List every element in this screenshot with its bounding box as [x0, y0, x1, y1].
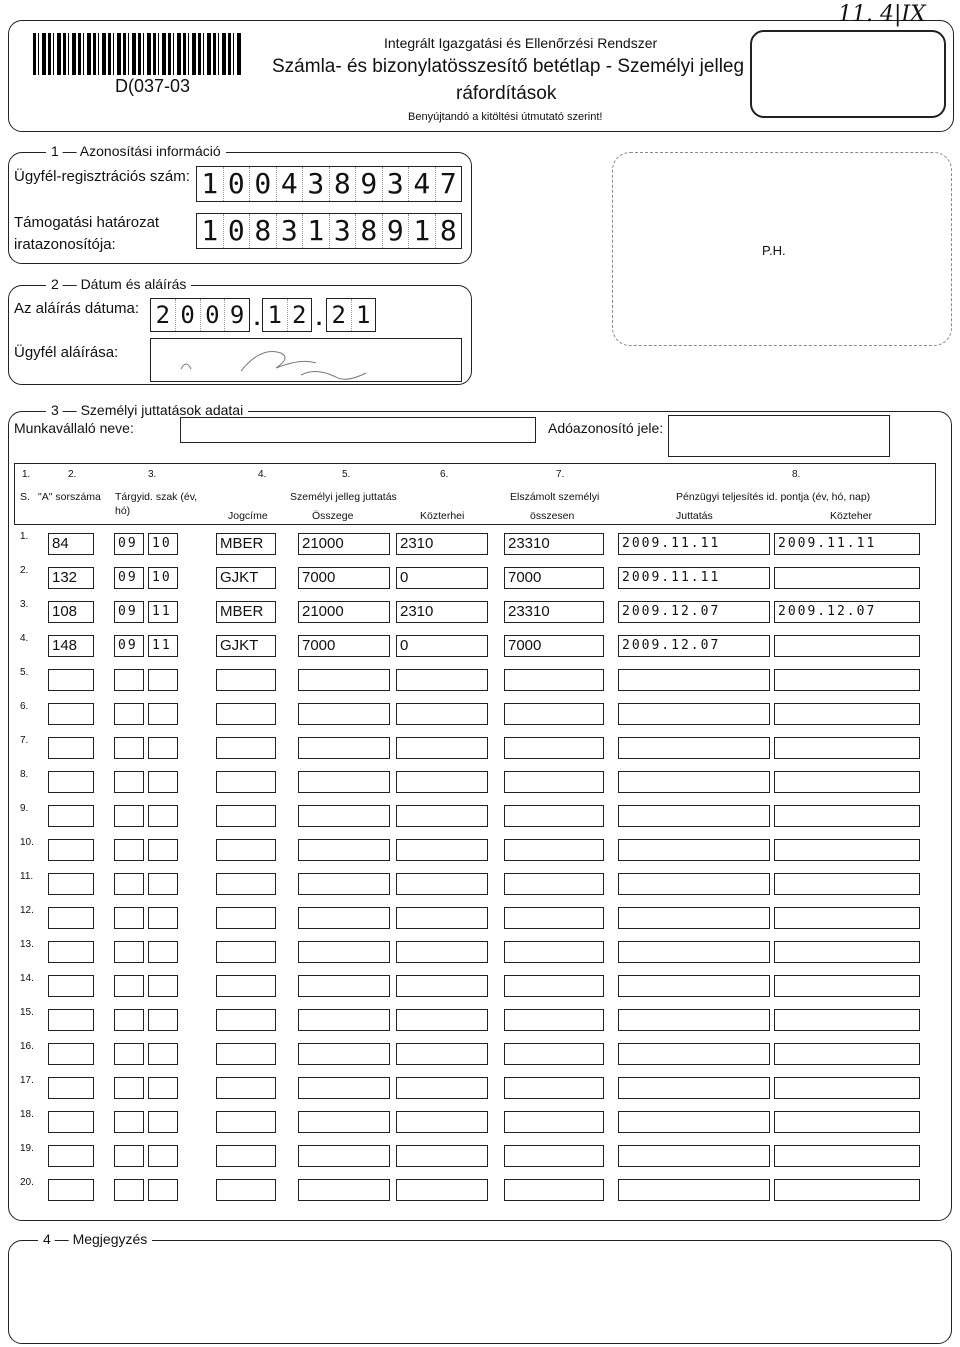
remarks-field[interactable] [16, 1256, 944, 1340]
benefit-date-cell[interactable] [618, 941, 770, 963]
benefit-date-cell[interactable] [618, 703, 770, 725]
period-year-cell[interactable]: 09 [114, 533, 144, 555]
period-month-cell[interactable] [148, 907, 178, 929]
form-title-line2: ráfordítások [456, 83, 557, 104]
row-number: 20. [20, 1177, 34, 1188]
period-year-cell[interactable] [114, 839, 144, 861]
charges-cell[interactable] [396, 1077, 488, 1099]
section1-legend: 1 — Azonosítási információ [46, 143, 226, 159]
amount-cell[interactable] [298, 771, 390, 793]
benefit-date-cell[interactable] [618, 975, 770, 997]
a-serial-cell[interactable] [48, 805, 94, 827]
benefit-date-cell[interactable]: 2009.12.07 [618, 601, 770, 623]
amount-cell[interactable] [298, 1043, 390, 1065]
amount-cell[interactable] [298, 737, 390, 759]
column-number: 3. [148, 469, 157, 480]
amount-cell[interactable] [298, 873, 390, 895]
amount-cell[interactable] [298, 805, 390, 827]
total-cell[interactable] [504, 975, 604, 997]
title-cell[interactable] [216, 771, 276, 793]
signature-date-month[interactable] [262, 298, 312, 332]
benefit-date-cell[interactable] [618, 839, 770, 861]
benefit-date-cell[interactable] [618, 1077, 770, 1099]
a-serial-cell[interactable] [48, 669, 94, 691]
date-separator: . [254, 305, 261, 330]
benefit-date-cell[interactable] [618, 907, 770, 929]
period-year-cell[interactable] [114, 1077, 144, 1099]
period-year-cell[interactable] [114, 771, 144, 793]
period-year-cell[interactable] [114, 703, 144, 725]
benefit-date-cell[interactable] [618, 1009, 770, 1031]
charges-cell[interactable] [396, 975, 488, 997]
a-serial-cell[interactable] [48, 941, 94, 963]
digit-box: 8 [250, 214, 277, 248]
amount-cell[interactable]: 7000 [298, 635, 390, 657]
client-reg-label: Ügyfél-regisztrációs szám: [14, 168, 190, 185]
hdr-period-2: hó) [115, 505, 131, 517]
a-serial-cell[interactable] [48, 1009, 94, 1031]
form-code: D(037-03 [115, 76, 191, 96]
hdr-title: Jogcíme [228, 510, 268, 522]
title-cell[interactable] [216, 1009, 276, 1031]
period-month-cell[interactable]: 11 [148, 601, 178, 623]
row-number: 12. [20, 905, 34, 916]
submission-note: Benyújtandó a kitöltési útmutató szerint! [408, 111, 603, 123]
amount-cell[interactable]: 7000 [298, 567, 390, 589]
form-title-line1: Számla- és bizonylatösszesítő betétlap - Személyi jelleg [272, 56, 745, 77]
period-month-cell[interactable] [148, 1145, 178, 1167]
total-cell[interactable] [504, 737, 604, 759]
signature-date-label: Az aláírás dátuma: [14, 300, 140, 317]
amount-cell[interactable] [298, 907, 390, 929]
period-year-cell[interactable] [114, 1145, 144, 1167]
digit-box: 8 [356, 214, 383, 248]
row-number: 8. [20, 769, 29, 780]
title-cell[interactable] [216, 1179, 276, 1201]
column-number: 5. [342, 469, 351, 480]
row-number: 15. [20, 1007, 34, 1018]
amount-cell[interactable]: 21000 [298, 533, 390, 555]
section3-legend: 3 — Személyi juttatások adatai [46, 402, 248, 418]
row-number: 11. [20, 871, 34, 882]
row-number: 13. [20, 939, 34, 950]
period-year-cell[interactable] [114, 941, 144, 963]
period-month-cell[interactable] [148, 771, 178, 793]
title-cell[interactable]: GJKT [216, 567, 276, 589]
decision-label-2: iratazonosítója: [14, 236, 116, 253]
charge-date-cell[interactable] [774, 737, 920, 759]
date-separator: . [316, 305, 323, 330]
charge-date-cell[interactable] [774, 669, 920, 691]
benefit-date-cell[interactable] [618, 737, 770, 759]
digit-box: 9 [383, 214, 410, 248]
period-year-cell[interactable] [114, 669, 144, 691]
period-year-cell[interactable]: 09 [114, 567, 144, 589]
signature-date-day[interactable] [326, 298, 376, 332]
decision-label-1: Támogatási határozat [14, 214, 160, 231]
period-year-cell[interactable] [114, 873, 144, 895]
hdr-personal-benefit: Személyi jelleg juttatás [290, 491, 397, 503]
benefit-date-cell[interactable] [618, 1043, 770, 1065]
amount-cell[interactable]: 21000 [298, 601, 390, 623]
row-number: 14. [20, 973, 34, 984]
charges-cell[interactable] [396, 1179, 488, 1201]
hdr-a-serial: "A" sorszáma [38, 491, 101, 503]
a-serial-cell[interactable] [48, 737, 94, 759]
title-cell[interactable] [216, 839, 276, 861]
charges-cell[interactable]: 0 [396, 567, 488, 589]
total-cell[interactable] [504, 941, 604, 963]
hdr-total-1: Elszámolt személyi [510, 491, 600, 503]
charge-date-cell[interactable] [774, 1043, 920, 1065]
title-cell[interactable] [216, 703, 276, 725]
row-number: 18. [20, 1109, 34, 1120]
total-cell[interactable]: 7000 [504, 567, 604, 589]
a-serial-cell[interactable] [48, 1145, 94, 1167]
charge-date-cell[interactable] [774, 941, 920, 963]
a-serial-cell[interactable] [48, 907, 94, 929]
total-cell[interactable]: 23310 [504, 533, 604, 555]
charge-date-cell[interactable] [774, 1077, 920, 1099]
title-cell[interactable] [216, 1111, 276, 1133]
total-cell[interactable] [504, 1077, 604, 1099]
total-cell[interactable] [504, 1009, 604, 1031]
digit-box: 2 [327, 299, 352, 331]
period-month-cell[interactable] [148, 975, 178, 997]
digit-box: 1 [197, 167, 224, 201]
digit-box: 8 [330, 167, 357, 201]
period-month-cell[interactable]: 11 [148, 635, 178, 657]
digit-box: 1 [197, 214, 224, 248]
period-month-cell[interactable] [148, 669, 178, 691]
charge-date-cell[interactable] [774, 771, 920, 793]
amount-cell[interactable] [298, 1179, 390, 1201]
column-number: 4. [258, 469, 267, 480]
total-cell[interactable] [504, 703, 604, 725]
total-cell[interactable] [504, 1179, 604, 1201]
title-cell[interactable]: MBER [216, 533, 276, 555]
total-cell[interactable]: 7000 [504, 635, 604, 657]
amount-cell[interactable] [298, 1009, 390, 1031]
row-number: 17. [20, 1075, 34, 1086]
charge-date-cell[interactable] [774, 635, 920, 657]
digit-box: 9 [356, 167, 383, 201]
charge-date-cell[interactable]: 2009.11.11 [774, 533, 920, 555]
benefit-date-cell[interactable]: 2009.11.11 [618, 567, 770, 589]
a-serial-cell[interactable]: 148 [48, 635, 94, 657]
column-number: 2. [68, 469, 77, 480]
stamp-initials: P.H. [762, 243, 786, 258]
charge-date-cell[interactable]: 2009.12.07 [774, 601, 920, 623]
title-cell[interactable] [216, 1077, 276, 1099]
tax-id-label: Adóazonosító jele: [548, 420, 664, 436]
a-serial-cell[interactable] [48, 873, 94, 895]
period-month-cell[interactable] [148, 839, 178, 861]
a-serial-cell[interactable]: 108 [48, 601, 94, 623]
a-serial-cell[interactable] [48, 1077, 94, 1099]
digit-box: 3 [330, 214, 357, 248]
digit-box: 0 [201, 299, 226, 331]
charges-cell[interactable] [396, 941, 488, 963]
title-cell[interactable] [216, 1043, 276, 1065]
charge-date-cell[interactable] [774, 703, 920, 725]
signature-field[interactable] [150, 338, 462, 382]
total-cell[interactable] [504, 1145, 604, 1167]
period-year-cell[interactable] [114, 975, 144, 997]
charges-cell[interactable] [396, 873, 488, 895]
column-number: 6. [440, 469, 449, 480]
a-serial-cell[interactable] [48, 771, 94, 793]
title-cell[interactable] [216, 941, 276, 963]
benefit-date-cell[interactable] [618, 805, 770, 827]
total-cell[interactable] [504, 839, 604, 861]
a-serial-cell[interactable] [48, 1179, 94, 1201]
digit-box: 0 [176, 299, 201, 331]
digit-box: 1 [356, 301, 371, 329]
period-month-cell[interactable] [148, 873, 178, 895]
section2-legend: 2 — Dátum és aláírás [46, 276, 191, 292]
period-year-cell[interactable] [114, 1043, 144, 1065]
benefit-date-cell[interactable]: 2009.11.11 [618, 533, 770, 555]
barcode [33, 33, 243, 75]
hdr-amount: Összege [312, 510, 354, 522]
period-month-cell[interactable]: 10 [148, 567, 178, 589]
period-month-cell[interactable] [148, 1043, 178, 1065]
period-month-cell[interactable]: 10 [148, 533, 178, 555]
benefit-date-cell[interactable] [618, 669, 770, 691]
total-cell[interactable] [504, 669, 604, 691]
period-month-cell[interactable] [148, 1077, 178, 1099]
charge-date-cell[interactable] [774, 839, 920, 861]
charges-cell[interactable] [396, 703, 488, 725]
signature-scribble [151, 339, 463, 383]
benefit-date-cell[interactable]: 2009.12.07 [618, 635, 770, 657]
row-number: 10. [20, 837, 34, 848]
charge-date-cell[interactable] [774, 1111, 920, 1133]
hdr-payment-date: Pénzügyi teljesítés id. pontja (év, hó, nap) [676, 491, 871, 503]
row-number: 6. [20, 701, 29, 712]
benefit-date-cell[interactable] [618, 1111, 770, 1133]
charge-date-cell[interactable] [774, 567, 920, 589]
charges-cell[interactable] [396, 1043, 488, 1065]
total-cell[interactable] [504, 1043, 604, 1065]
charge-date-cell[interactable] [774, 1179, 920, 1201]
period-year-cell[interactable] [114, 737, 144, 759]
title-cell[interactable] [216, 975, 276, 997]
title-cell[interactable] [216, 669, 276, 691]
tax-id-field[interactable] [668, 415, 890, 457]
benefit-date-cell[interactable] [618, 873, 770, 895]
system-title: Integrált Igazgatási és Ellenőrzési Rendszer [384, 35, 658, 51]
period-year-cell[interactable] [114, 907, 144, 929]
charge-date-cell[interactable] [774, 1145, 920, 1167]
charge-date-cell[interactable] [774, 1009, 920, 1031]
a-serial-cell[interactable] [48, 703, 94, 725]
row-number: 2. [20, 565, 29, 576]
total-cell[interactable]: 23310 [504, 601, 604, 623]
row-number: 19. [20, 1143, 34, 1154]
hdr-row-number: S. [20, 491, 30, 503]
digit-box: 0 [224, 214, 251, 248]
period-year-cell[interactable]: 09 [114, 635, 144, 657]
charges-cell[interactable] [396, 1145, 488, 1167]
period-month-cell[interactable] [148, 703, 178, 725]
amount-cell[interactable] [298, 975, 390, 997]
title-cell[interactable] [216, 907, 276, 929]
client-reg-number-field[interactable] [196, 166, 462, 202]
a-serial-cell[interactable] [48, 1111, 94, 1133]
amount-cell[interactable] [298, 703, 390, 725]
digit-box: 3 [303, 167, 330, 201]
digit-box: 0 [224, 167, 251, 201]
title-cell[interactable] [216, 737, 276, 759]
charges-cell[interactable] [396, 669, 488, 691]
decision-id-field[interactable] [196, 213, 462, 249]
digit-box: 7 [439, 167, 457, 200]
charges-cell[interactable] [396, 737, 488, 759]
digit-box: 8 [439, 214, 457, 247]
hdr-public-charges: Közterhei [420, 510, 465, 522]
total-cell[interactable] [504, 873, 604, 895]
a-serial-cell[interactable] [48, 975, 94, 997]
charges-cell[interactable] [396, 907, 488, 929]
digit-box: 1 [263, 299, 288, 331]
section4-legend: 4 — Megjegyzés [38, 1231, 152, 1247]
benefit-date-cell[interactable] [618, 1145, 770, 1167]
amount-cell[interactable] [298, 1077, 390, 1099]
digit-box: 1 [303, 214, 330, 248]
digit-box: 9 [229, 301, 245, 329]
benefit-date-cell[interactable] [618, 771, 770, 793]
period-month-cell[interactable] [148, 1009, 178, 1031]
charges-cell[interactable] [396, 805, 488, 827]
a-serial-cell[interactable] [48, 839, 94, 861]
total-cell[interactable] [504, 805, 604, 827]
amount-cell[interactable] [298, 1145, 390, 1167]
period-year-cell[interactable] [114, 1009, 144, 1031]
row-number: 9. [20, 803, 29, 814]
signature-label: Ügyfél aláírása: [14, 344, 119, 361]
column-number: 1. [22, 469, 31, 480]
column-number: 7. [556, 469, 565, 480]
title-cell[interactable] [216, 805, 276, 827]
title-cell[interactable]: GJKT [216, 635, 276, 657]
charge-date-cell[interactable] [774, 873, 920, 895]
digit-box: 3 [383, 167, 410, 201]
title-cell[interactable] [216, 1145, 276, 1167]
title-cell[interactable]: MBER [216, 601, 276, 623]
charges-cell[interactable] [396, 771, 488, 793]
total-cell[interactable] [504, 771, 604, 793]
period-month-cell[interactable] [148, 1179, 178, 1201]
period-year-cell[interactable] [114, 805, 144, 827]
digit-box: 4 [277, 167, 304, 201]
charges-cell[interactable]: 0 [396, 635, 488, 657]
period-year-cell[interactable]: 09 [114, 601, 144, 623]
charge-date-cell[interactable] [774, 975, 920, 997]
charges-cell[interactable] [396, 839, 488, 861]
charges-cell[interactable] [396, 1111, 488, 1133]
title-cell[interactable] [216, 873, 276, 895]
hdr-period-1: Tárgyid. szak (év, [115, 491, 198, 503]
charges-cell[interactable]: 2310 [396, 533, 488, 555]
a-serial-cell[interactable]: 84 [48, 533, 94, 555]
period-year-cell[interactable] [114, 1111, 144, 1133]
amount-cell[interactable] [298, 941, 390, 963]
employee-name-label: Munkavállaló neve: [14, 420, 134, 436]
signature-date-year[interactable] [150, 298, 250, 332]
column-number: 8. [792, 469, 801, 480]
charge-date-cell[interactable] [774, 907, 920, 929]
digit-box: 3 [277, 214, 304, 248]
row-number: 1. [20, 531, 29, 542]
registration-stamp-box [750, 30, 946, 118]
hdr-benefit: Juttatás [676, 510, 713, 522]
benefit-date-cell[interactable] [618, 1179, 770, 1201]
amount-cell[interactable] [298, 669, 390, 691]
amount-cell[interactable] [298, 1111, 390, 1133]
hdr-charge: Közteher [830, 510, 873, 522]
period-month-cell[interactable] [148, 737, 178, 759]
charges-cell[interactable]: 2310 [396, 601, 488, 623]
period-month-cell[interactable] [148, 1111, 178, 1133]
row-number: 16. [20, 1041, 34, 1052]
handwritten-ref: 11. 4|IX [838, 2, 926, 27]
amount-cell[interactable] [298, 839, 390, 861]
digit-box: 0 [250, 167, 277, 201]
a-serial-cell[interactable]: 132 [48, 567, 94, 589]
row-number: 3. [20, 599, 29, 610]
row-number: 7. [20, 735, 29, 746]
row-number: 4. [20, 633, 29, 644]
digit-box: 2 [151, 299, 176, 331]
row-number: 5. [20, 667, 29, 678]
total-cell[interactable] [504, 1111, 604, 1133]
period-year-cell[interactable] [114, 1179, 144, 1201]
total-cell[interactable] [504, 907, 604, 929]
period-month-cell[interactable] [148, 941, 178, 963]
employee-name-field[interactable] [180, 417, 536, 443]
charge-date-cell[interactable] [774, 805, 920, 827]
a-serial-cell[interactable] [48, 1043, 94, 1065]
digit-box: 2 [292, 301, 307, 329]
digit-box: 1 [409, 214, 436, 248]
period-month-cell[interactable] [148, 805, 178, 827]
hdr-total-2: összesen [530, 510, 575, 522]
charges-cell[interactable] [396, 1009, 488, 1031]
digit-box: 4 [409, 167, 436, 201]
